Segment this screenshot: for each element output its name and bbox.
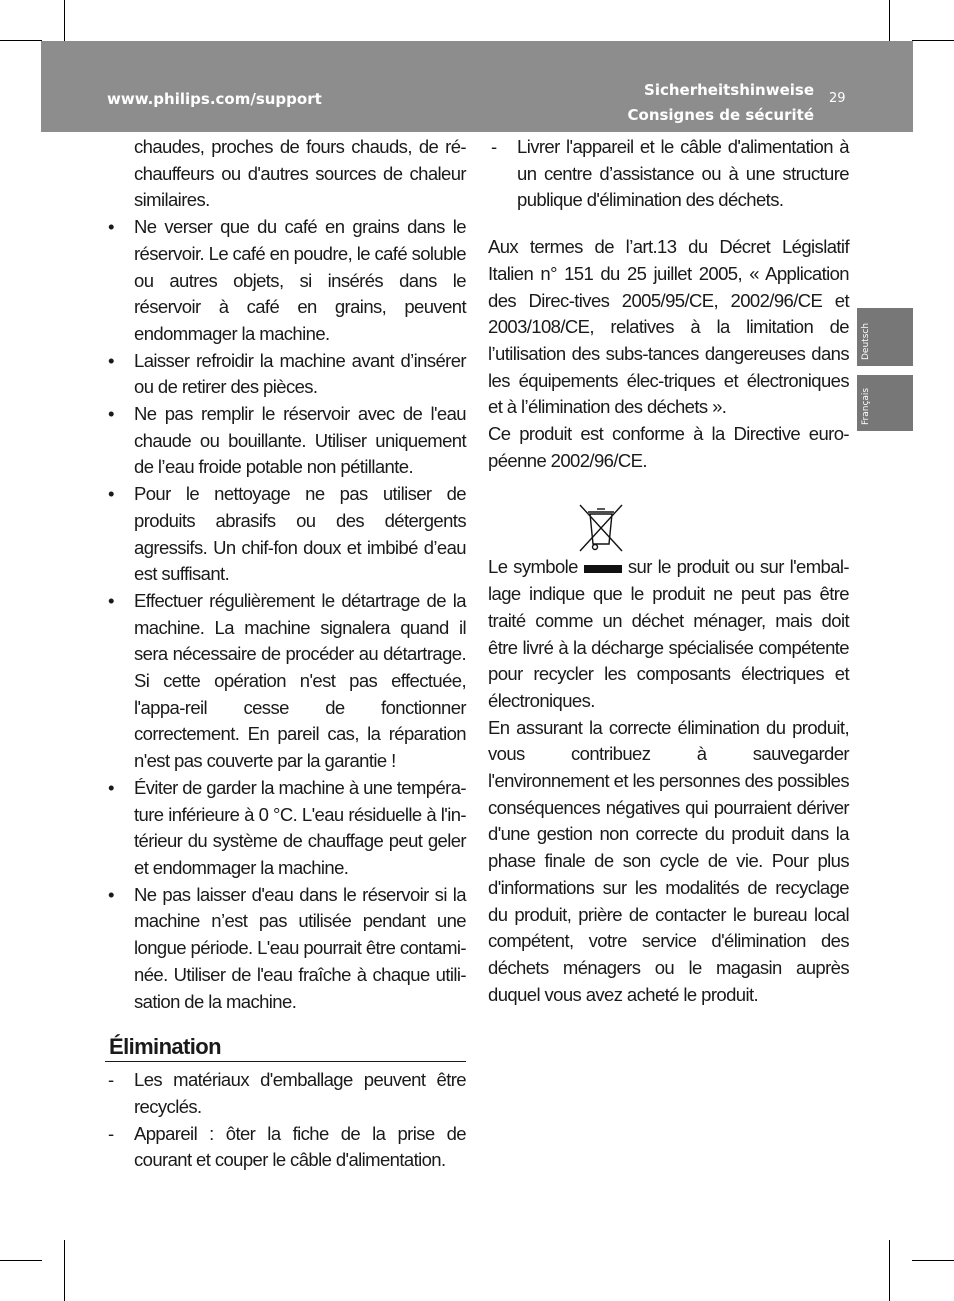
list-item: • Ne pas remplir le réservoir avec de l'eau chaude ou bouillante. Utiliser uniquement de l’eau froide potable non pétillante. <box>108 403 466 478</box>
weee-block <box>488 474 849 554</box>
section-heading: Élimination <box>105 1033 466 1062</box>
list-item: - Les matériaux d'emballage peuvent être recyclés. <box>108 1069 466 1117</box>
list-item: • Laisser refroidir la machine avant d’insérer ou de retirer des pièces. <box>108 349 466 398</box>
crop-mark <box>0 40 42 41</box>
symbol-bar-icon <box>584 565 622 573</box>
crop-mark <box>64 1240 65 1301</box>
list-item: - Appareil : ôter la fiche de la prise de courant et couper le câble d'alimentation. <box>108 1122 466 1171</box>
right-column <box>488 134 849 1008</box>
side-tab-francais <box>857 375 913 431</box>
side-tab-deutsch-label: Deutsch <box>861 322 871 360</box>
page-number: 29 <box>829 91 846 106</box>
support-url[interactable]: www.philips.com/support <box>107 90 322 108</box>
crop-mark <box>912 1260 954 1261</box>
disposal-paragraph: En assurant la correcte élimination du produit, vous contribuez à sauvegarder l'environnement et les personnes des possibles conséquences négatives qui pourraient dériver d'une gestion non correcte du produit dans la phase finale de son cycle de vie. Pour plus d'informations sur les modalités de recyclage du produit, prière de contacter le bureau local compétent, votre service d'élimination des déchets ménagers ou le magasin auprès duquel vous avez acheté le produit. <box>488 716 849 1005</box>
page-header <box>41 41 913 132</box>
list-item: • Éviter de garder la machine à une tempéra-ture inférieure à 0 °C. L'eau résiduelle à l'in-térieur du système de chauffage peut geler et endommager la machine. <box>108 776 466 878</box>
crop-mark <box>0 1260 42 1261</box>
list-item: - Livrer l'appareil et le câble d'alimentation à un centre d’assistance ou à une structure publique d'élimination des déchets. <box>491 136 849 211</box>
continuation-text: chaudes, proches de fours chauds, de ré-chauffeurs ou d'autres sources de chaleur similaires. <box>134 136 466 211</box>
list-item: • Ne verser que du café en grains dans le réservoir. Le café en poudre, le café soluble ou autres objets, si insérés dans le réservoir à café en grains, peuvent endommager la machine. <box>108 216 466 344</box>
side-tab-francais-label: Français <box>861 387 871 425</box>
list-item: • Pour le nettoyage ne pas utiliser de produits abrasifs ou des détergents agressifs. Un chif-fon doux et imbibé d’eau est suffisant. <box>108 483 466 585</box>
crossed-out-wheelie-bin-icon <box>578 502 624 554</box>
header-title-de: Sicherheitshinweise <box>644 81 814 99</box>
legal-paragraph: Aux termes de l’art.13 du Décret Législatif Italien n° 151 du 25 juillet 2005, « Application des Direc-tives 2005/95/CE, 2002/96/CE et 2003/108/CE, relatives à la limitation de l’utilisation des subs-tances dangereuses dans les équipements élec-triques et électroniques et à l’élimination des déchets ». <box>488 236 849 418</box>
symbol-paragraph: Le symbole sur le produit ou sur l'embal-lage indique que le produit ne peut pas être traité comme un déchet ménager, mais doit être livré à la décharge spécialisée compétente pour recycler les composants électriques et électroniques. <box>488 556 849 711</box>
conformity-paragraph: Ce produit est conforme à la Directive euro-péenne 2002/96/CE. <box>488 423 849 471</box>
list-item: • Ne pas laisser d'eau dans le réservoir si la machine n’est pas utilisée pendant une longue période. L'eau pourrait être contami-née. Utiliser de l'eau fraîche à chaque utili-sation de la machine. <box>108 883 466 1012</box>
crop-mark <box>912 40 954 41</box>
list-item: • Effectuer régulièrement le détartrage de la machine. La machine signalera quand il sera nécessaire de procéder au détartrage. Si cette opération n'est pas effectuée, l'appa-reil cesse de fonctionner correctement. En pareil cas, la réparation n'est pas couverte par la garantie ! <box>108 589 466 772</box>
header-titles <box>628 78 815 128</box>
left-column <box>105 134 466 1174</box>
header-title-fr: Consignes de sécurité <box>627 106 814 124</box>
side-tab-deutsch <box>857 308 913 366</box>
crop-mark <box>889 1240 890 1301</box>
